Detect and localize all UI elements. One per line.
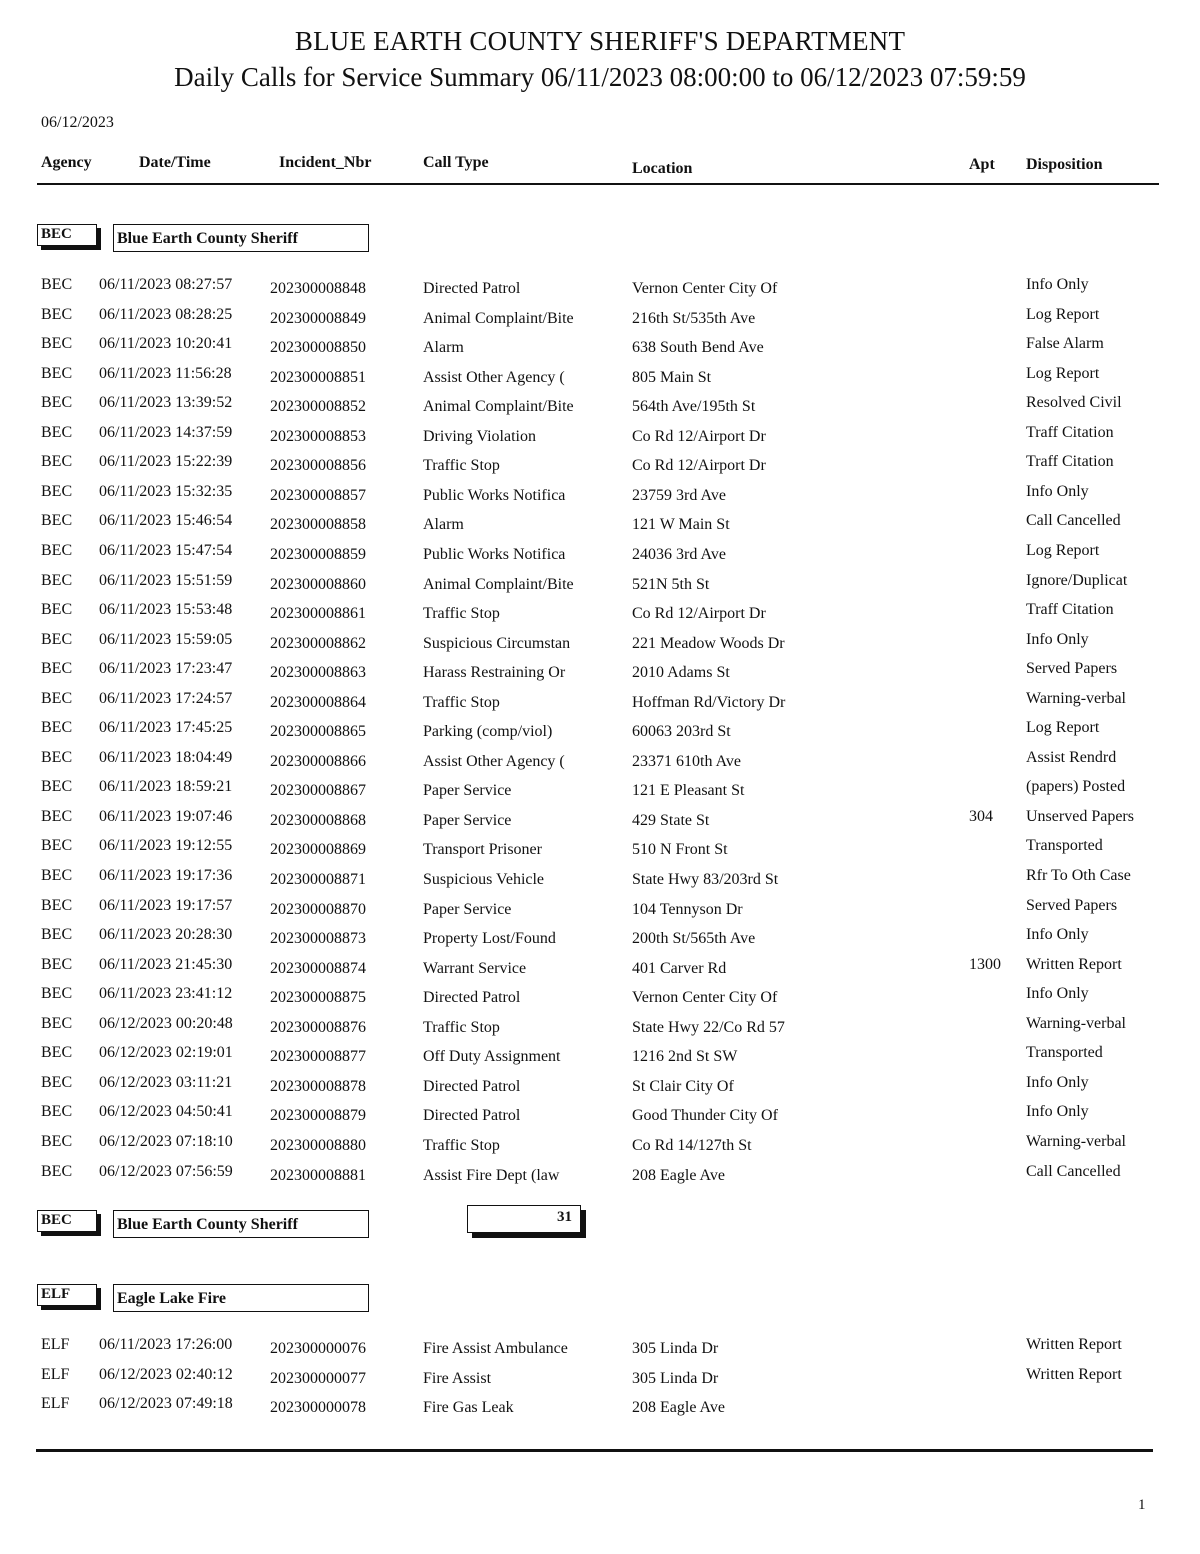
cell-call-type: Paper Service (423, 900, 512, 918)
cell-location: Vernon Center City Of (632, 989, 778, 1007)
cell-location: 208 Eagle Ave (632, 1166, 726, 1184)
cell-date-time: 06/12/2023 04:50:41 (99, 1103, 233, 1121)
cell-disposition: (papers) Posted (1026, 778, 1126, 796)
bottom-rule (36, 1449, 1153, 1452)
cell-agency: BEC (41, 955, 73, 973)
cell-call-type: Directed Patrol (423, 1077, 521, 1095)
column-header-apt: Apt (969, 156, 995, 173)
cell-agency: BEC (41, 482, 73, 500)
cell-incident-number: 202300008861 (270, 605, 366, 623)
report-subtitle: Daily Calls for Service Summary 06/11/2023 08:00:00 to 06/12/2023 07:59:59 (174, 62, 1026, 92)
cell-location: 200th St/565th Ave (632, 930, 756, 948)
cell-date-time: 06/11/2023 15:47:54 (99, 541, 233, 559)
cell-incident-number: 202300008853 (270, 427, 366, 445)
cell-location: 401 Carver Rd (632, 959, 727, 977)
cell-incident-number: 202300008868 (270, 811, 366, 829)
table-row (0, 453, 1200, 482)
cell-disposition: Info Only (1026, 1073, 1089, 1091)
cell-agency: BEC (41, 1103, 73, 1121)
table-row (0, 690, 1200, 719)
cell-incident-number: 202300008862 (270, 634, 366, 652)
cell-date-time: 06/11/2023 19:17:57 (99, 896, 233, 914)
cell-incident-number: 202300008863 (270, 664, 366, 682)
cell-location: 510 N Front St (632, 841, 728, 859)
cell-incident-number: 202300008878 (270, 1077, 366, 1095)
cell-call-type: Suspicious Vehicle (423, 871, 545, 888)
column-header-incident: Incident_Nbr (279, 154, 372, 171)
table-row (0, 306, 1200, 335)
cell-disposition: Info Only (1026, 482, 1089, 500)
cell-date-time: 06/12/2023 07:18:10 (99, 1132, 233, 1150)
cell-agency: BEC (41, 867, 73, 884)
cell-location: 24036 3rd Ave (632, 545, 726, 563)
cell-agency: BEC (41, 276, 73, 293)
table-row (0, 1015, 1200, 1044)
cell-agency: BEC (41, 660, 73, 678)
cell-disposition: Traff Citation (1026, 601, 1114, 619)
cell-date-time: 06/12/2023 07:56:59 (99, 1162, 233, 1180)
group-count-box: 31 (467, 1205, 581, 1233)
cell-call-type: Traffic Stop (423, 605, 500, 623)
table-row (0, 956, 1200, 985)
cell-agency: BEC (41, 423, 73, 441)
cell-call-type: Property Lost/Found (423, 930, 556, 948)
cell-date-time: 06/11/2023 13:39:52 (99, 394, 233, 412)
cell-incident-number: 202300008879 (270, 1107, 366, 1125)
cell-call-type: Transport Prisoner (423, 841, 542, 859)
cell-location: State Hwy 83/203rd St (632, 871, 779, 888)
cell-disposition: Transported (1026, 837, 1103, 855)
cell-location: St Clair City Of (632, 1077, 734, 1095)
cell-apt: 1300 (969, 955, 1001, 973)
cell-disposition: Info Only (1026, 985, 1089, 1003)
table-row (0, 1103, 1200, 1132)
cell-agency: ELF (41, 1336, 70, 1353)
page-number: 1 (1138, 1497, 1146, 1513)
cell-agency: BEC (41, 748, 73, 766)
cell-disposition: Call Cancelled (1026, 512, 1121, 530)
cell-disposition: Written Report (1026, 1336, 1122, 1353)
cell-date-time: 06/12/2023 07:49:18 (99, 1395, 233, 1412)
cell-date-time: 06/11/2023 15:32:35 (99, 482, 233, 500)
table-row (0, 365, 1200, 394)
cell-incident-number: 202300008860 (270, 575, 366, 593)
cell-incident-number: 202300008852 (270, 398, 366, 416)
cell-incident-number: 202300000078 (270, 1399, 366, 1416)
cell-disposition: False Alarm (1026, 335, 1104, 353)
cell-location: Hoffman Rd/Victory Dr (632, 693, 786, 711)
cell-call-type: Directed Patrol (423, 989, 521, 1007)
cell-call-type: Animal Complaint/Bite (423, 575, 574, 593)
cell-date-time: 06/11/2023 17:23:47 (99, 660, 233, 678)
cell-incident-number: 202300008865 (270, 723, 366, 741)
cell-date-time: 06/11/2023 17:45:25 (99, 719, 233, 737)
table-row (0, 985, 1200, 1014)
cell-incident-number: 202300008869 (270, 841, 366, 859)
cell-incident-number: 202300008881 (270, 1166, 366, 1184)
cell-call-type: Paper Service (423, 811, 512, 829)
cell-disposition: Resolved Civil (1026, 394, 1122, 412)
cell-call-type: Alarm (423, 339, 464, 357)
cell-incident-number: 202300008874 (270, 959, 366, 977)
cell-disposition: Log Report (1026, 364, 1100, 382)
cell-agency: BEC (41, 630, 73, 648)
cell-agency: ELF (41, 1365, 70, 1383)
cell-location: Co Rd 12/Airport Dr (632, 457, 766, 475)
cell-agency: BEC (41, 394, 73, 412)
agency-code-box: ELF (37, 1284, 97, 1306)
cell-incident-number: 202300008866 (270, 752, 366, 770)
cell-date-time: 06/11/2023 15:22:39 (99, 453, 233, 471)
cell-date-time: 06/11/2023 08:28:25 (99, 305, 233, 323)
cell-date-time: 06/11/2023 20:28:30 (99, 926, 233, 944)
cell-disposition: Written Report (1026, 1365, 1122, 1383)
agency-name-box: Blue Earth County Sheriff (113, 1210, 369, 1238)
cell-agency: BEC (41, 896, 73, 914)
cell-date-time: 06/12/2023 02:40:12 (99, 1365, 233, 1383)
cell-call-type: Harass Restraining Or (423, 664, 566, 682)
table-row (0, 542, 1200, 571)
cell-date-time: 06/11/2023 21:45:30 (99, 955, 233, 973)
cell-call-type: Public Works Notifica (423, 486, 566, 504)
cell-incident-number: 202300008849 (270, 309, 366, 327)
cell-disposition: Ignore/Duplicat (1026, 571, 1128, 589)
cell-call-type: Fire Assist Ambulance (423, 1340, 568, 1357)
cell-disposition: Log Report (1026, 719, 1100, 737)
cell-incident-number: 202300008856 (270, 457, 366, 475)
table-row (0, 749, 1200, 778)
cell-call-type: Suspicious Circumstan (423, 634, 571, 652)
cell-agency: BEC (41, 807, 73, 825)
table-row (0, 572, 1200, 601)
header-rule (37, 183, 1159, 185)
cell-incident-number: 202300008877 (270, 1048, 366, 1066)
cell-agency: BEC (41, 1162, 73, 1180)
cell-disposition: Traff Citation (1026, 453, 1114, 471)
cell-call-type: Driving Violation (423, 427, 536, 445)
table-row (0, 1074, 1200, 1103)
cell-agency: BEC (41, 778, 73, 796)
table-row (0, 631, 1200, 660)
table-row (0, 335, 1200, 364)
cell-call-type: Public Works Notifica (423, 545, 566, 563)
table-row (0, 1395, 1200, 1424)
cell-disposition: Written Report (1026, 955, 1122, 973)
cell-incident-number: 202300008864 (270, 693, 366, 711)
cell-incident-number: 202300008851 (270, 368, 366, 386)
table-row (0, 837, 1200, 866)
column-header-call-type: Call Type (423, 154, 489, 171)
cell-apt: 304 (969, 807, 993, 825)
cell-incident-number: 202300008875 (270, 989, 366, 1007)
cell-agency: BEC (41, 305, 73, 323)
cell-disposition: Served Papers (1026, 660, 1118, 678)
cell-agency: BEC (41, 926, 73, 944)
table-row (0, 424, 1200, 453)
agency-code-box: BEC (37, 1210, 97, 1232)
cell-agency: BEC (41, 719, 73, 737)
cell-location: 23371 610th Ave (632, 752, 742, 770)
cell-location: 121 E Pleasant St (632, 782, 745, 800)
cell-location: 429 State St (632, 811, 710, 829)
cell-location: 104 Tennyson Dr (632, 900, 743, 918)
cell-disposition: Served Papers (1026, 896, 1118, 914)
cell-call-type: Warrant Service (423, 959, 527, 977)
cell-location: 2010 Adams St (632, 664, 730, 682)
cell-date-time: 06/11/2023 11:56:28 (99, 364, 232, 382)
cell-location: 221 Meadow Woods Dr (632, 634, 785, 652)
table-row (0, 897, 1200, 926)
cell-location: 216th St/535th Ave (632, 309, 756, 327)
column-header-agency: Agency (41, 154, 92, 171)
cell-date-time: 06/11/2023 19:07:46 (99, 807, 233, 825)
cell-disposition: Unserved Papers (1026, 807, 1134, 825)
cell-date-time: 06/11/2023 15:51:59 (99, 571, 233, 589)
table-row (0, 867, 1200, 896)
cell-disposition: Info Only (1026, 630, 1089, 648)
cell-disposition: Warning-verbal (1026, 689, 1126, 707)
cell-date-time: 06/11/2023 19:17:36 (99, 867, 233, 884)
cell-location: 638 South Bend Ave (632, 339, 764, 357)
cell-disposition: Rfr To Oth Case (1026, 867, 1131, 884)
cell-incident-number: 202300000076 (270, 1340, 366, 1357)
cell-location: 521N 5th St (632, 575, 710, 593)
cell-incident-number: 202300008848 (270, 280, 366, 297)
cell-call-type: Traffic Stop (423, 1018, 500, 1036)
cell-call-type: Traffic Stop (423, 693, 500, 711)
table-row (0, 926, 1200, 955)
cell-agency: BEC (41, 512, 73, 530)
cell-date-time: 06/12/2023 02:19:01 (99, 1044, 233, 1062)
cell-agency: BEC (41, 364, 73, 382)
cell-incident-number: 202300008870 (270, 900, 366, 918)
cell-location: 305 Linda Dr (632, 1369, 719, 1387)
column-header-datetime: Date/Time (139, 154, 211, 171)
cell-location: 564th Ave/195th St (632, 398, 756, 416)
cell-incident-number: 202300008857 (270, 486, 366, 504)
table-row (0, 1366, 1200, 1395)
cell-agency: BEC (41, 1014, 73, 1032)
cell-disposition: Log Report (1026, 305, 1100, 323)
cell-incident-number: 202300008859 (270, 545, 366, 563)
table-row (0, 808, 1200, 837)
cell-date-time: 06/11/2023 17:24:57 (99, 689, 233, 707)
cell-location: Co Rd 12/Airport Dr (632, 605, 766, 623)
cell-location: 60063 203rd St (632, 723, 731, 741)
cell-disposition: Assist Rendrd (1026, 748, 1117, 766)
column-header-disposition: Disposition (1026, 156, 1103, 173)
cell-agency: BEC (41, 689, 73, 707)
cell-agency: BEC (41, 453, 73, 471)
cell-agency: BEC (41, 1132, 73, 1150)
cell-disposition: Log Report (1026, 541, 1100, 559)
cell-date-time: 06/11/2023 15:53:48 (99, 601, 233, 619)
cell-call-type: Off Duty Assignment (423, 1048, 561, 1066)
cell-location: 805 Main St (632, 368, 712, 386)
cell-call-type: Alarm (423, 516, 464, 534)
table-row (0, 512, 1200, 541)
cell-agency: BEC (41, 985, 73, 1003)
cell-date-time: 06/11/2023 14:37:59 (99, 423, 233, 441)
table-row (0, 719, 1200, 748)
agency-name-box: Blue Earth County Sheriff (113, 224, 369, 252)
cell-agency: BEC (41, 1073, 73, 1091)
cell-location: Co Rd 12/Airport Dr (632, 427, 766, 445)
table-row (0, 1336, 1200, 1365)
cell-incident-number: 202300008880 (270, 1136, 366, 1154)
cell-date-time: 06/11/2023 18:59:21 (99, 778, 233, 796)
cell-call-type: Animal Complaint/Bite (423, 309, 574, 327)
cell-incident-number: 202300008871 (270, 871, 366, 888)
cell-location: State Hwy 22/Co Rd 57 (632, 1018, 785, 1036)
cell-agency: ELF (41, 1395, 70, 1412)
cell-location: Good Thunder City Of (632, 1107, 778, 1125)
cell-agency: BEC (41, 541, 73, 559)
agency-name-box: Eagle Lake Fire (113, 1284, 369, 1312)
cell-incident-number: 202300008873 (270, 930, 366, 948)
cell-disposition: Info Only (1026, 1103, 1089, 1121)
cell-incident-number: 202300000077 (270, 1369, 366, 1387)
cell-agency: BEC (41, 1044, 73, 1062)
cell-call-type: Traffic Stop (423, 457, 500, 475)
cell-date-time: 06/11/2023 10:20:41 (99, 335, 233, 353)
cell-call-type: Directed Patrol (423, 1107, 521, 1125)
column-header-location: Location (632, 160, 693, 177)
cell-location: 121 W Main St (632, 516, 730, 534)
table-row (0, 601, 1200, 630)
cell-incident-number: 202300008850 (270, 339, 366, 357)
table-row (0, 276, 1200, 305)
cell-incident-number: 202300008858 (270, 516, 366, 534)
cell-disposition: Call Cancelled (1026, 1162, 1121, 1180)
cell-disposition: Warning-verbal (1026, 1014, 1126, 1032)
cell-disposition: Transported (1026, 1044, 1103, 1062)
cell-date-time: 06/12/2023 03:11:21 (99, 1073, 233, 1091)
print-date: 06/12/2023 (41, 114, 114, 131)
table-row (0, 1133, 1200, 1162)
agency-code-box: BEC (37, 224, 97, 246)
cell-incident-number: 202300008876 (270, 1018, 366, 1036)
cell-disposition: Info Only (1026, 276, 1089, 293)
cell-call-type: Parking (comp/viol) (423, 723, 553, 741)
cell-call-type: Animal Complaint/Bite (423, 398, 574, 416)
cell-location: 1216 2nd St SW (632, 1048, 738, 1066)
cell-agency: BEC (41, 571, 73, 589)
cell-call-type: Fire Gas Leak (423, 1399, 514, 1416)
cell-date-time: 06/11/2023 17:26:00 (99, 1336, 233, 1353)
cell-date-time: 06/12/2023 00:20:48 (99, 1014, 233, 1032)
table-row (0, 1163, 1200, 1192)
cell-date-time: 06/11/2023 15:46:54 (99, 512, 233, 530)
cell-location: 23759 3rd Ave (632, 486, 726, 504)
cell-date-time: 06/11/2023 23:41:12 (99, 985, 233, 1003)
cell-date-time: 06/11/2023 18:04:49 (99, 748, 233, 766)
cell-call-type: Assist Other Agency ( (423, 752, 565, 770)
cell-call-type: Traffic Stop (423, 1136, 500, 1154)
table-row (0, 1044, 1200, 1073)
table-row (0, 483, 1200, 512)
cell-call-type: Directed Patrol (423, 280, 521, 297)
cell-date-time: 06/11/2023 15:59:05 (99, 630, 233, 648)
table-row (0, 778, 1200, 807)
cell-disposition: Warning-verbal (1026, 1132, 1126, 1150)
cell-location: 305 Linda Dr (632, 1340, 719, 1357)
cell-agency: BEC (41, 837, 73, 855)
cell-date-time: 06/11/2023 08:27:57 (99, 276, 233, 293)
cell-agency: BEC (41, 601, 73, 619)
cell-incident-number: 202300008867 (270, 782, 366, 800)
cell-call-type: Assist Fire Dept (law (423, 1166, 560, 1184)
cell-location: Co Rd 14/127th St (632, 1136, 752, 1154)
cell-location: 208 Eagle Ave (632, 1399, 726, 1416)
cell-call-type: Assist Other Agency ( (423, 368, 565, 386)
cell-date-time: 06/11/2023 19:12:55 (99, 837, 233, 855)
cell-location: Vernon Center City Of (632, 280, 778, 297)
table-row (0, 660, 1200, 689)
cell-call-type: Fire Assist (423, 1369, 492, 1387)
cell-call-type: Paper Service (423, 782, 512, 800)
cell-disposition: Info Only (1026, 926, 1089, 944)
report-title: BLUE EARTH COUNTY SHERIFF'S DEPARTMENT (294, 26, 906, 56)
cell-disposition: Traff Citation (1026, 423, 1114, 441)
table-row (0, 394, 1200, 423)
cell-agency: BEC (41, 335, 73, 353)
